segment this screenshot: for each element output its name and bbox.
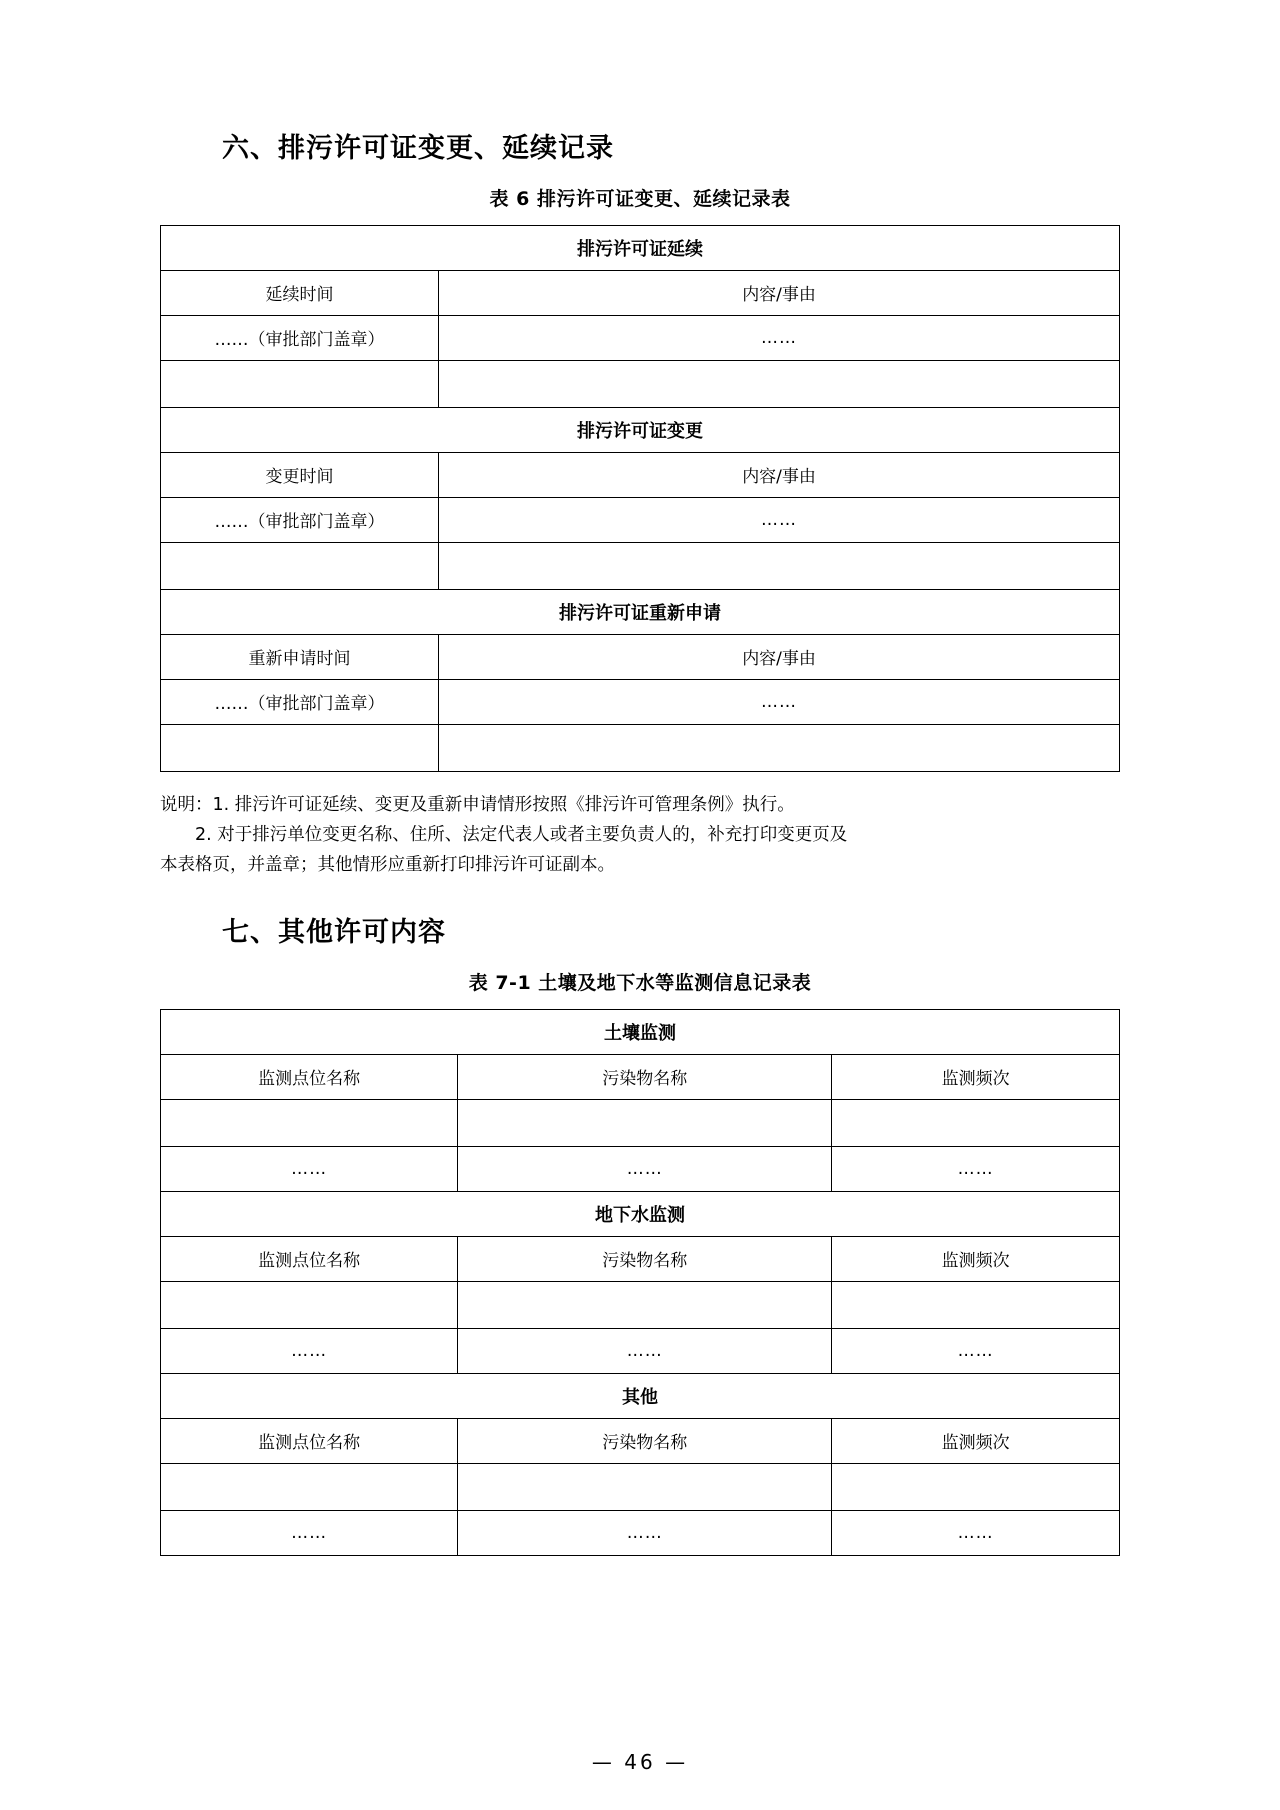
- table-row: [161, 1054, 1120, 1099]
- page-number: — 46 —: [591, 1750, 689, 1774]
- table-cell: [832, 1463, 1120, 1510]
- table-6: [160, 225, 1120, 772]
- table-row: [161, 724, 1120, 771]
- table-row: [161, 1281, 1120, 1328]
- group-band: 土壤监测: [161, 1009, 1120, 1054]
- table-cell: ……: [161, 1510, 458, 1555]
- table-row: [161, 497, 1120, 542]
- table-cell: ……: [161, 1328, 458, 1373]
- column-header: 污染物名称: [458, 1236, 832, 1281]
- table-cell: ……: [439, 497, 1120, 542]
- table-row: [161, 225, 1120, 270]
- column-header: 监测频次: [832, 1418, 1120, 1463]
- group-band: 其他: [161, 1373, 1120, 1418]
- column-header: 监测频次: [832, 1054, 1120, 1099]
- table-cell: [161, 1099, 458, 1146]
- table-row: [161, 1510, 1120, 1555]
- column-header: 延续时间: [161, 270, 439, 315]
- column-header: 内容/事由: [439, 634, 1120, 679]
- table-cell: ……（审批部门盖章）: [161, 497, 439, 542]
- table-cell: ……: [458, 1328, 832, 1373]
- table-cell: ……: [458, 1510, 832, 1555]
- column-header: 污染物名称: [458, 1054, 832, 1099]
- table-row: [161, 315, 1120, 360]
- table-row: [161, 407, 1120, 452]
- table-cell: [832, 1281, 1120, 1328]
- column-header: 内容/事由: [439, 452, 1120, 497]
- table-row: [161, 270, 1120, 315]
- column-header: 内容/事由: [439, 270, 1120, 315]
- table-cell: ……: [161, 1146, 458, 1191]
- table-row: [161, 1236, 1120, 1281]
- table-cell: [458, 1099, 832, 1146]
- table-cell: ……: [832, 1146, 1120, 1191]
- table-cell: [458, 1281, 832, 1328]
- table-row: [161, 1463, 1120, 1510]
- table-cell: [439, 724, 1120, 771]
- group-band: 地下水监测: [161, 1191, 1120, 1236]
- table-cell: [458, 1463, 832, 1510]
- column-header: 变更时间: [161, 452, 439, 497]
- section-heading-six: 六、排污许可证变更、延续记录: [222, 133, 614, 164]
- table-row: [161, 1146, 1120, 1191]
- column-header: 监测点位名称: [161, 1236, 458, 1281]
- column-header: 污染物名称: [458, 1418, 832, 1463]
- table-row: [161, 1328, 1120, 1373]
- table-7-1: [160, 1009, 1120, 1556]
- section-heading-seven: 七、其他许可内容: [222, 917, 446, 949]
- table-row: [161, 679, 1120, 724]
- table-cell: ……: [832, 1328, 1120, 1373]
- table-7-1-caption: 表 7-1 土壤及地下水等监测信息记录表: [468, 971, 812, 994]
- table-row: [161, 1373, 1120, 1418]
- note-line-1: 说明：1. 排污许可证延续、变更及重新申请情形按照《排污许可管理条例》执行。: [160, 794, 795, 815]
- table-row: [161, 589, 1120, 634]
- group-band: 排污许可证延续: [161, 225, 1120, 270]
- table-cell: [161, 360, 439, 407]
- table-row: [161, 360, 1120, 407]
- table-row: [161, 1009, 1120, 1054]
- table-cell: ……: [439, 679, 1120, 724]
- table-cell: ……: [458, 1146, 832, 1191]
- column-header: 监测点位名称: [161, 1418, 458, 1463]
- table-row: [161, 1099, 1120, 1146]
- table-row: [161, 634, 1120, 679]
- table-row: [161, 452, 1120, 497]
- group-band: 排污许可证重新申请: [161, 589, 1120, 634]
- table-cell: ……: [439, 315, 1120, 360]
- table-row: [161, 1191, 1120, 1236]
- table-cell: [161, 724, 439, 771]
- table-cell: [439, 360, 1120, 407]
- table-cell: [161, 542, 439, 589]
- note-line-2: 2. 对于排污单位变更名称、住所、法定代表人或者主要负责人的，补充打印变更页及: [195, 824, 848, 845]
- table-6-caption: 表 6 排污许可证变更、延续记录表: [489, 187, 791, 210]
- note-line-3: 本表格页，并盖章；其他情形应重新打印排污许可证副本。: [160, 854, 615, 875]
- column-header: 监测点位名称: [161, 1054, 458, 1099]
- table-6-notes: [160, 790, 1120, 880]
- table-cell: ……（审批部门盖章）: [161, 679, 439, 724]
- column-header: 重新申请时间: [161, 634, 439, 679]
- table-cell: [439, 542, 1120, 589]
- table-cell: ……: [832, 1510, 1120, 1555]
- group-band: 排污许可证变更: [161, 407, 1120, 452]
- table-row: [161, 542, 1120, 589]
- table-cell: [161, 1281, 458, 1328]
- table-row: [161, 1418, 1120, 1463]
- table-cell: [161, 1463, 458, 1510]
- table-cell: ……（审批部门盖章）: [161, 315, 439, 360]
- column-header: 监测频次: [832, 1236, 1120, 1281]
- table-cell: [832, 1099, 1120, 1146]
